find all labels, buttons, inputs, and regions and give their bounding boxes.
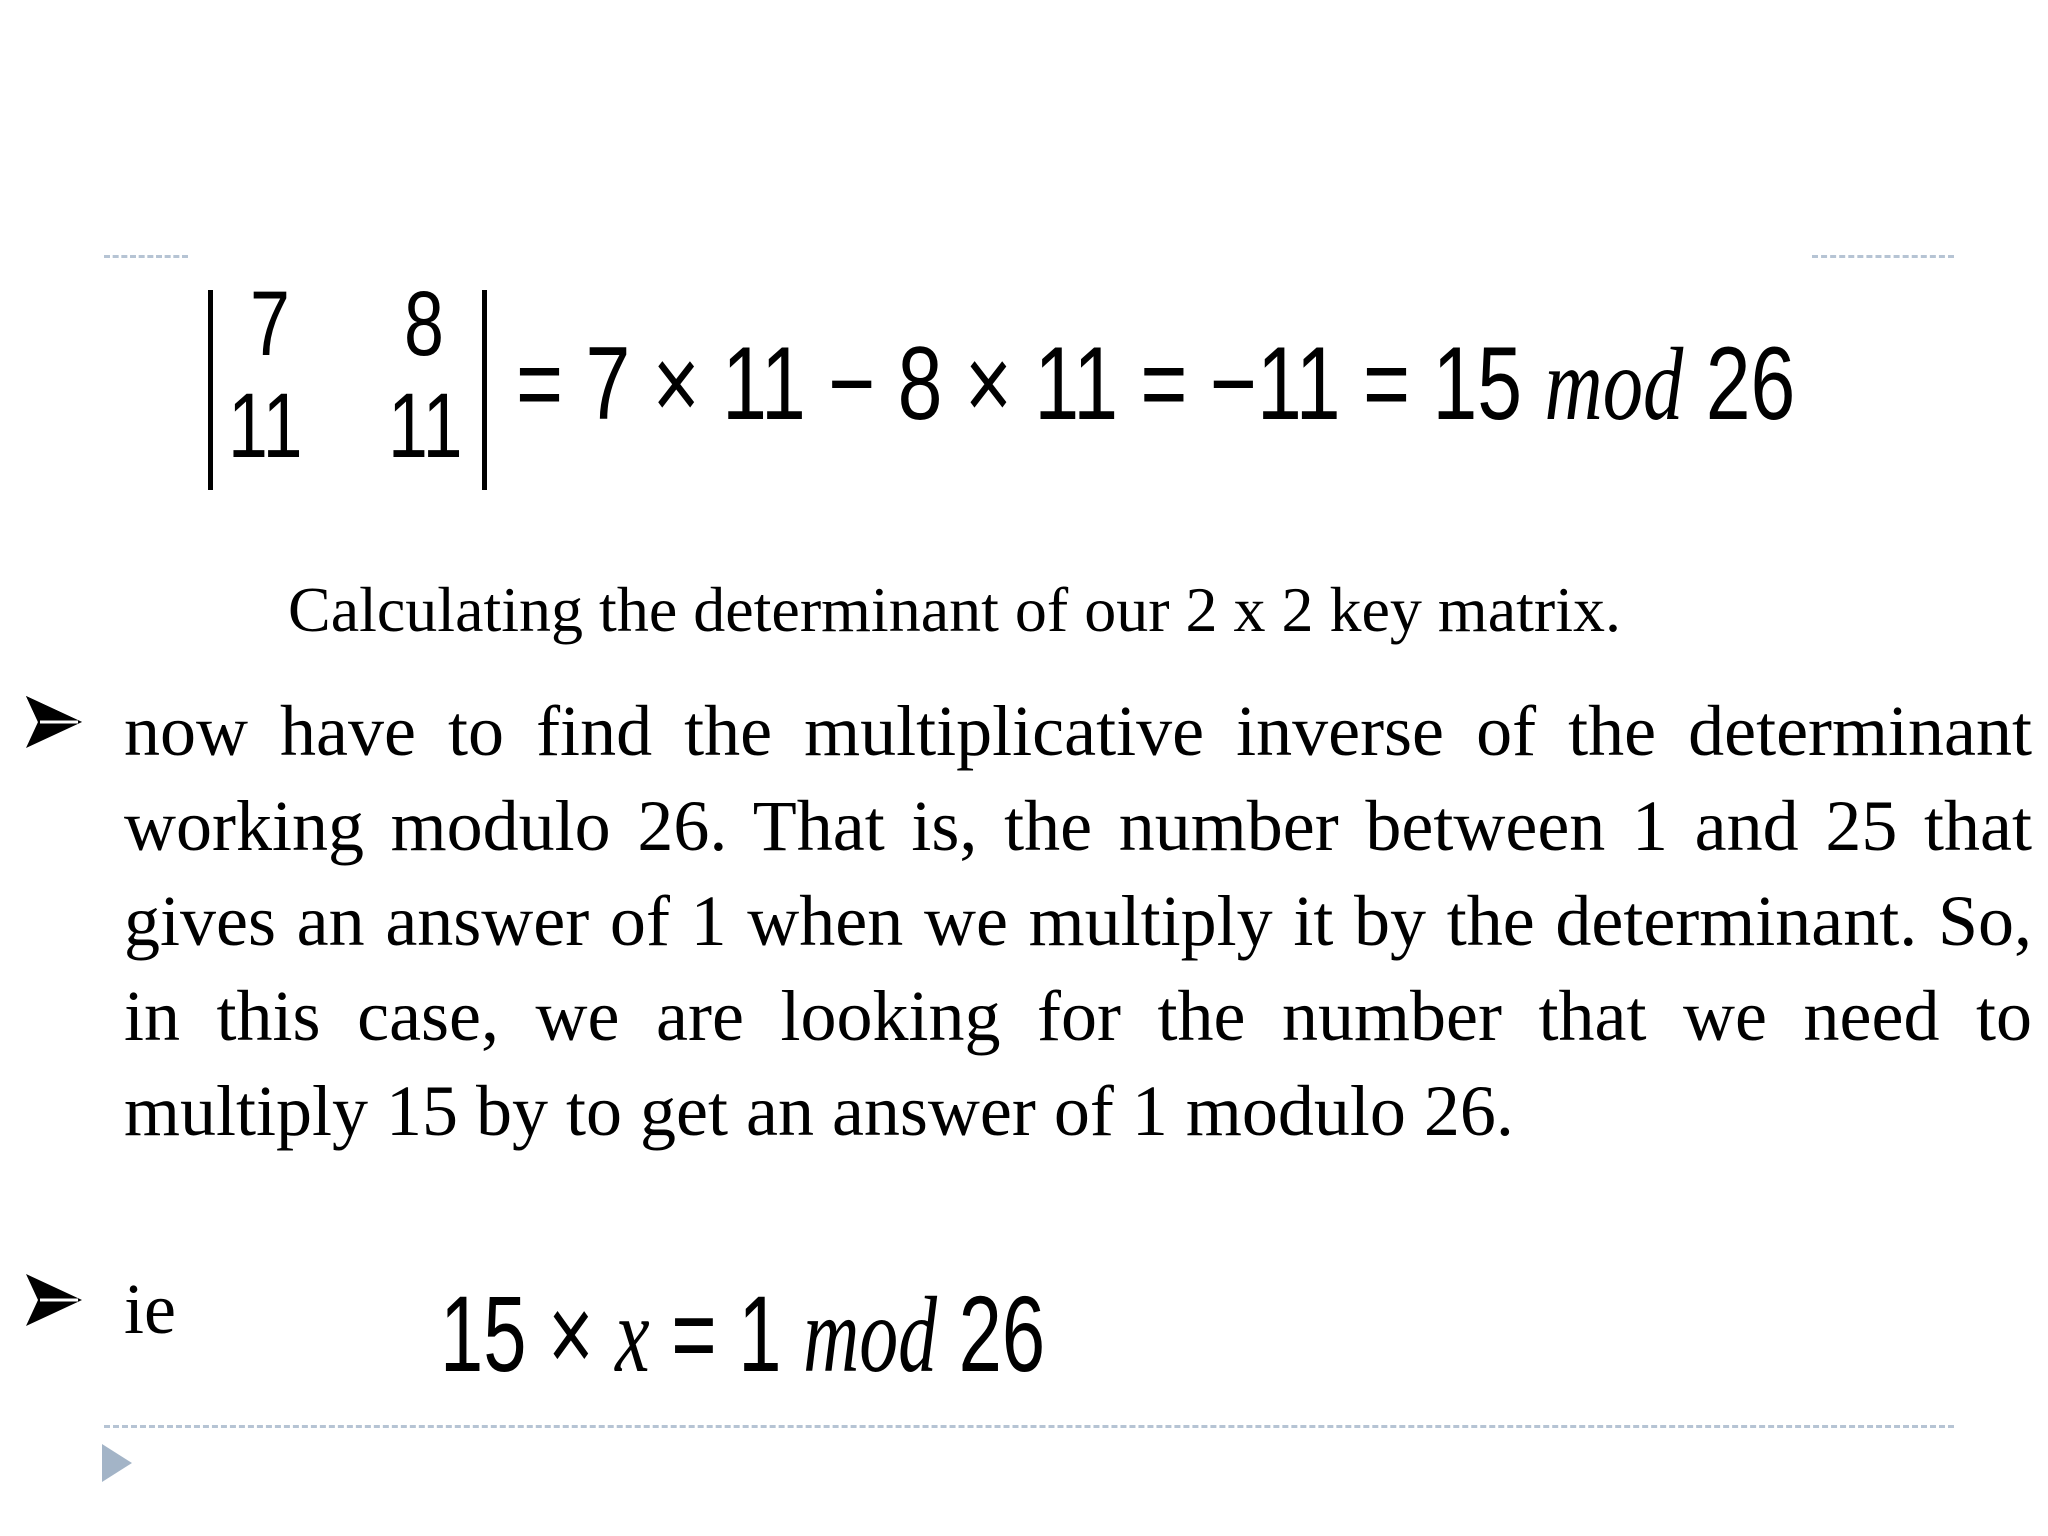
mod-operator: mod <box>803 1276 938 1395</box>
variable-x: x <box>615 1276 650 1395</box>
determinant-expression <box>516 326 1796 442</box>
key-matrix <box>204 273 494 502</box>
inverse-equation-tail: 26 <box>937 1273 1046 1394</box>
bullet-paragraph: now have to find the multiplicative inverse of the determinant working modulo 26. That is, the number between 1 and 25 that gives an answer of 1 when we multiply it by the determinant. So, in this case, we are looking for the number that we need to multiply 15 by to get an answer of 1 modulo 26. <box>124 691 2032 1151</box>
bottom-divider <box>104 1425 1954 1428</box>
mod-operator: mod <box>1544 327 1684 442</box>
determinant-expression-tail: 26 <box>1683 326 1796 442</box>
matrix-left-bar <box>208 290 213 490</box>
bullet-ie-label: ie <box>124 1269 176 1349</box>
inverse-equation-head: 15 × <box>440 1273 616 1394</box>
matrix-cell: 11 <box>388 375 463 477</box>
triangle-right-icon[interactable] <box>100 1442 134 1484</box>
top-right-divider <box>1812 255 1954 258</box>
inverse-equation-mid: = 1 <box>649 1273 804 1394</box>
equation-caption: Calculating the determinant of our 2 x 2 key matrix. <box>288 574 1621 645</box>
matrix-cell: 8 <box>404 273 444 375</box>
determinant-equation <box>204 273 1824 502</box>
top-left-divider <box>104 255 188 258</box>
matrix-right-bar <box>482 290 487 490</box>
inverse-equation <box>440 1273 1046 1395</box>
matrix-cell: 11 <box>228 375 303 477</box>
determinant-expression-head: = 7 × 11 − 8 × 11 = −11 = 15 <box>516 326 1545 442</box>
arrowhead-bullet-icon <box>22 694 86 750</box>
matrix-cell: 7 <box>250 273 290 375</box>
arrowhead-bullet-icon <box>22 1272 86 1328</box>
